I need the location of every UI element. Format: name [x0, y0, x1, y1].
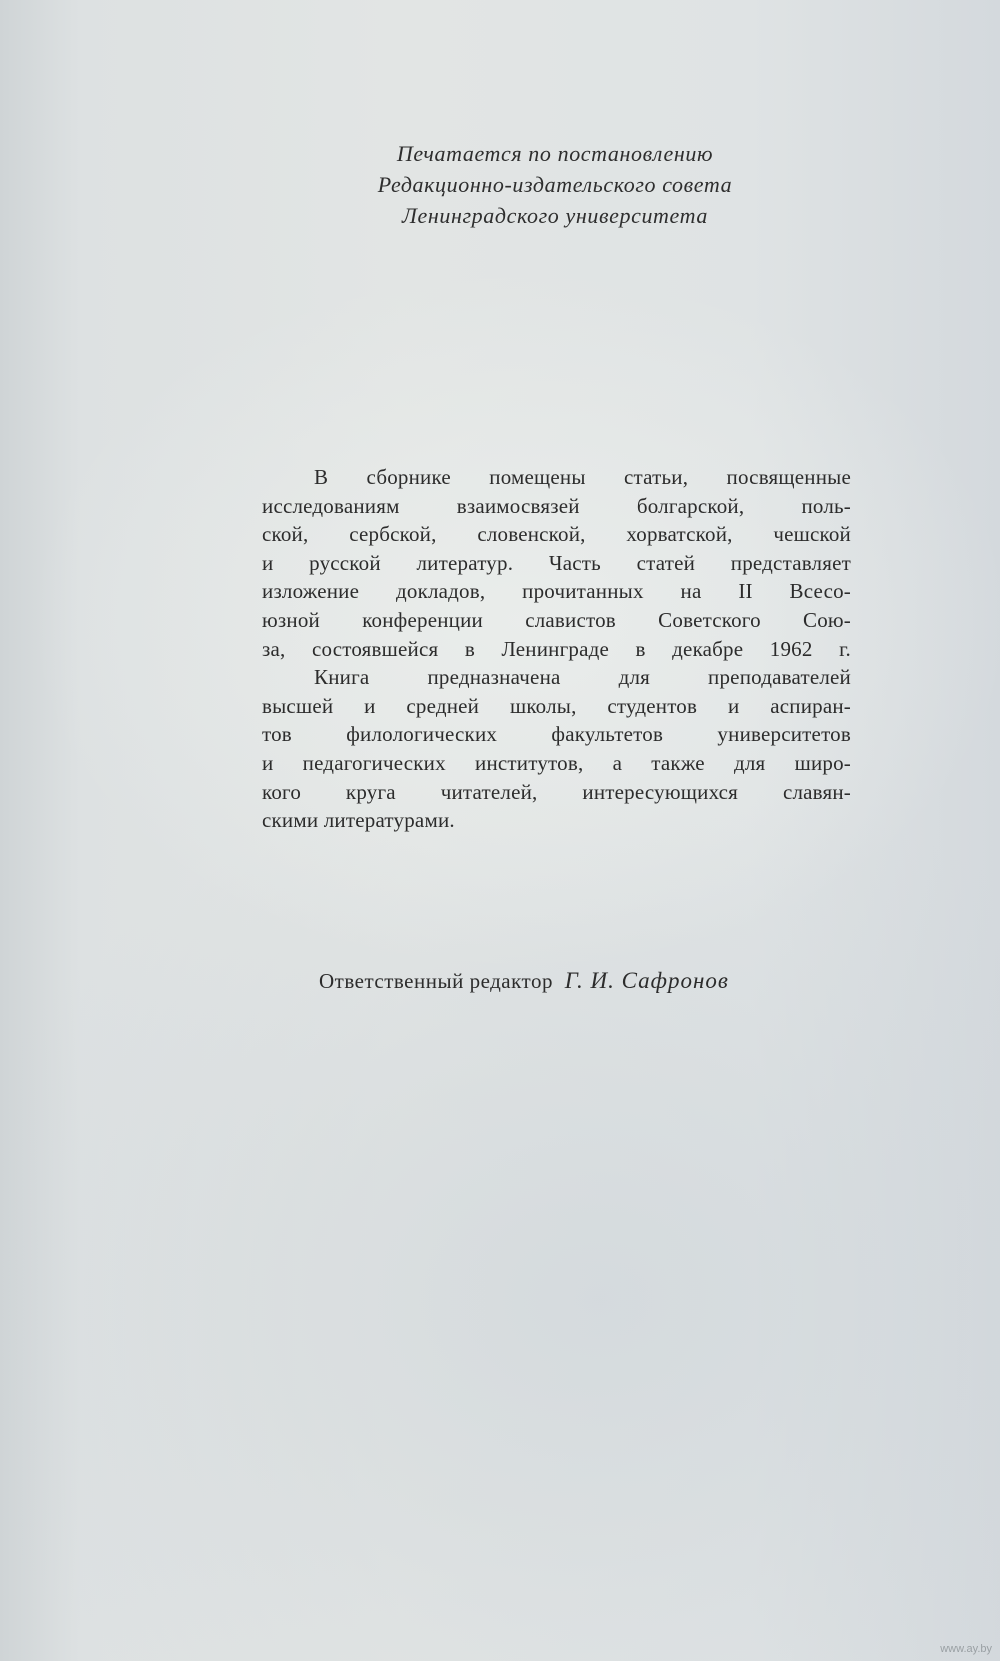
site-watermark: www.ay.by	[940, 1643, 992, 1655]
annotation-line: Книга предназначена для преподавателей	[314, 665, 851, 690]
annotation-line: исследованиям взаимосвязей болгарской, поль-	[262, 493, 851, 518]
annotation-line: В сборнике помещены статьи, посвященные	[314, 465, 851, 489]
annotation-line: тов филологических факультетов университетов	[262, 722, 851, 747]
annotation-line: за, состоявшейся в Ленинграде в декабре 1962 г.	[262, 636, 851, 661]
annotation-line: ской, сербской, словенской, хорватской, чешской	[262, 522, 851, 547]
annotation-line: изложение докладов, прочитанных на II Всесо-	[262, 579, 851, 604]
annotation-line: кого круга читателей, интересующихся славян-	[262, 779, 851, 804]
imprint-line: Ленинградского университета	[402, 203, 708, 228]
editor-name: Г. И. Сафронов	[564, 968, 729, 993]
annotation-line: и педагогических институтов, а также для широ-	[262, 750, 851, 775]
imprint-line: Редакционно-издательского совета	[377, 172, 733, 197]
annotation-line: и русской литератур. Часть статей представляет	[262, 550, 851, 575]
imprint-line: Печатается по постановлению	[396, 141, 714, 166]
annotation-paragraphs	[262, 463, 851, 835]
imprint-notice	[270, 138, 840, 231]
editor-label: Ответственный редактор	[319, 969, 553, 993]
annotation-line: юзной конференции славистов Советского Сою-	[262, 607, 851, 632]
annotation-line: высшей и средней школы, студентов и аспиран-	[262, 693, 851, 718]
annotation-line: скими литературами.	[262, 808, 455, 833]
responsible-editor	[319, 968, 729, 994]
